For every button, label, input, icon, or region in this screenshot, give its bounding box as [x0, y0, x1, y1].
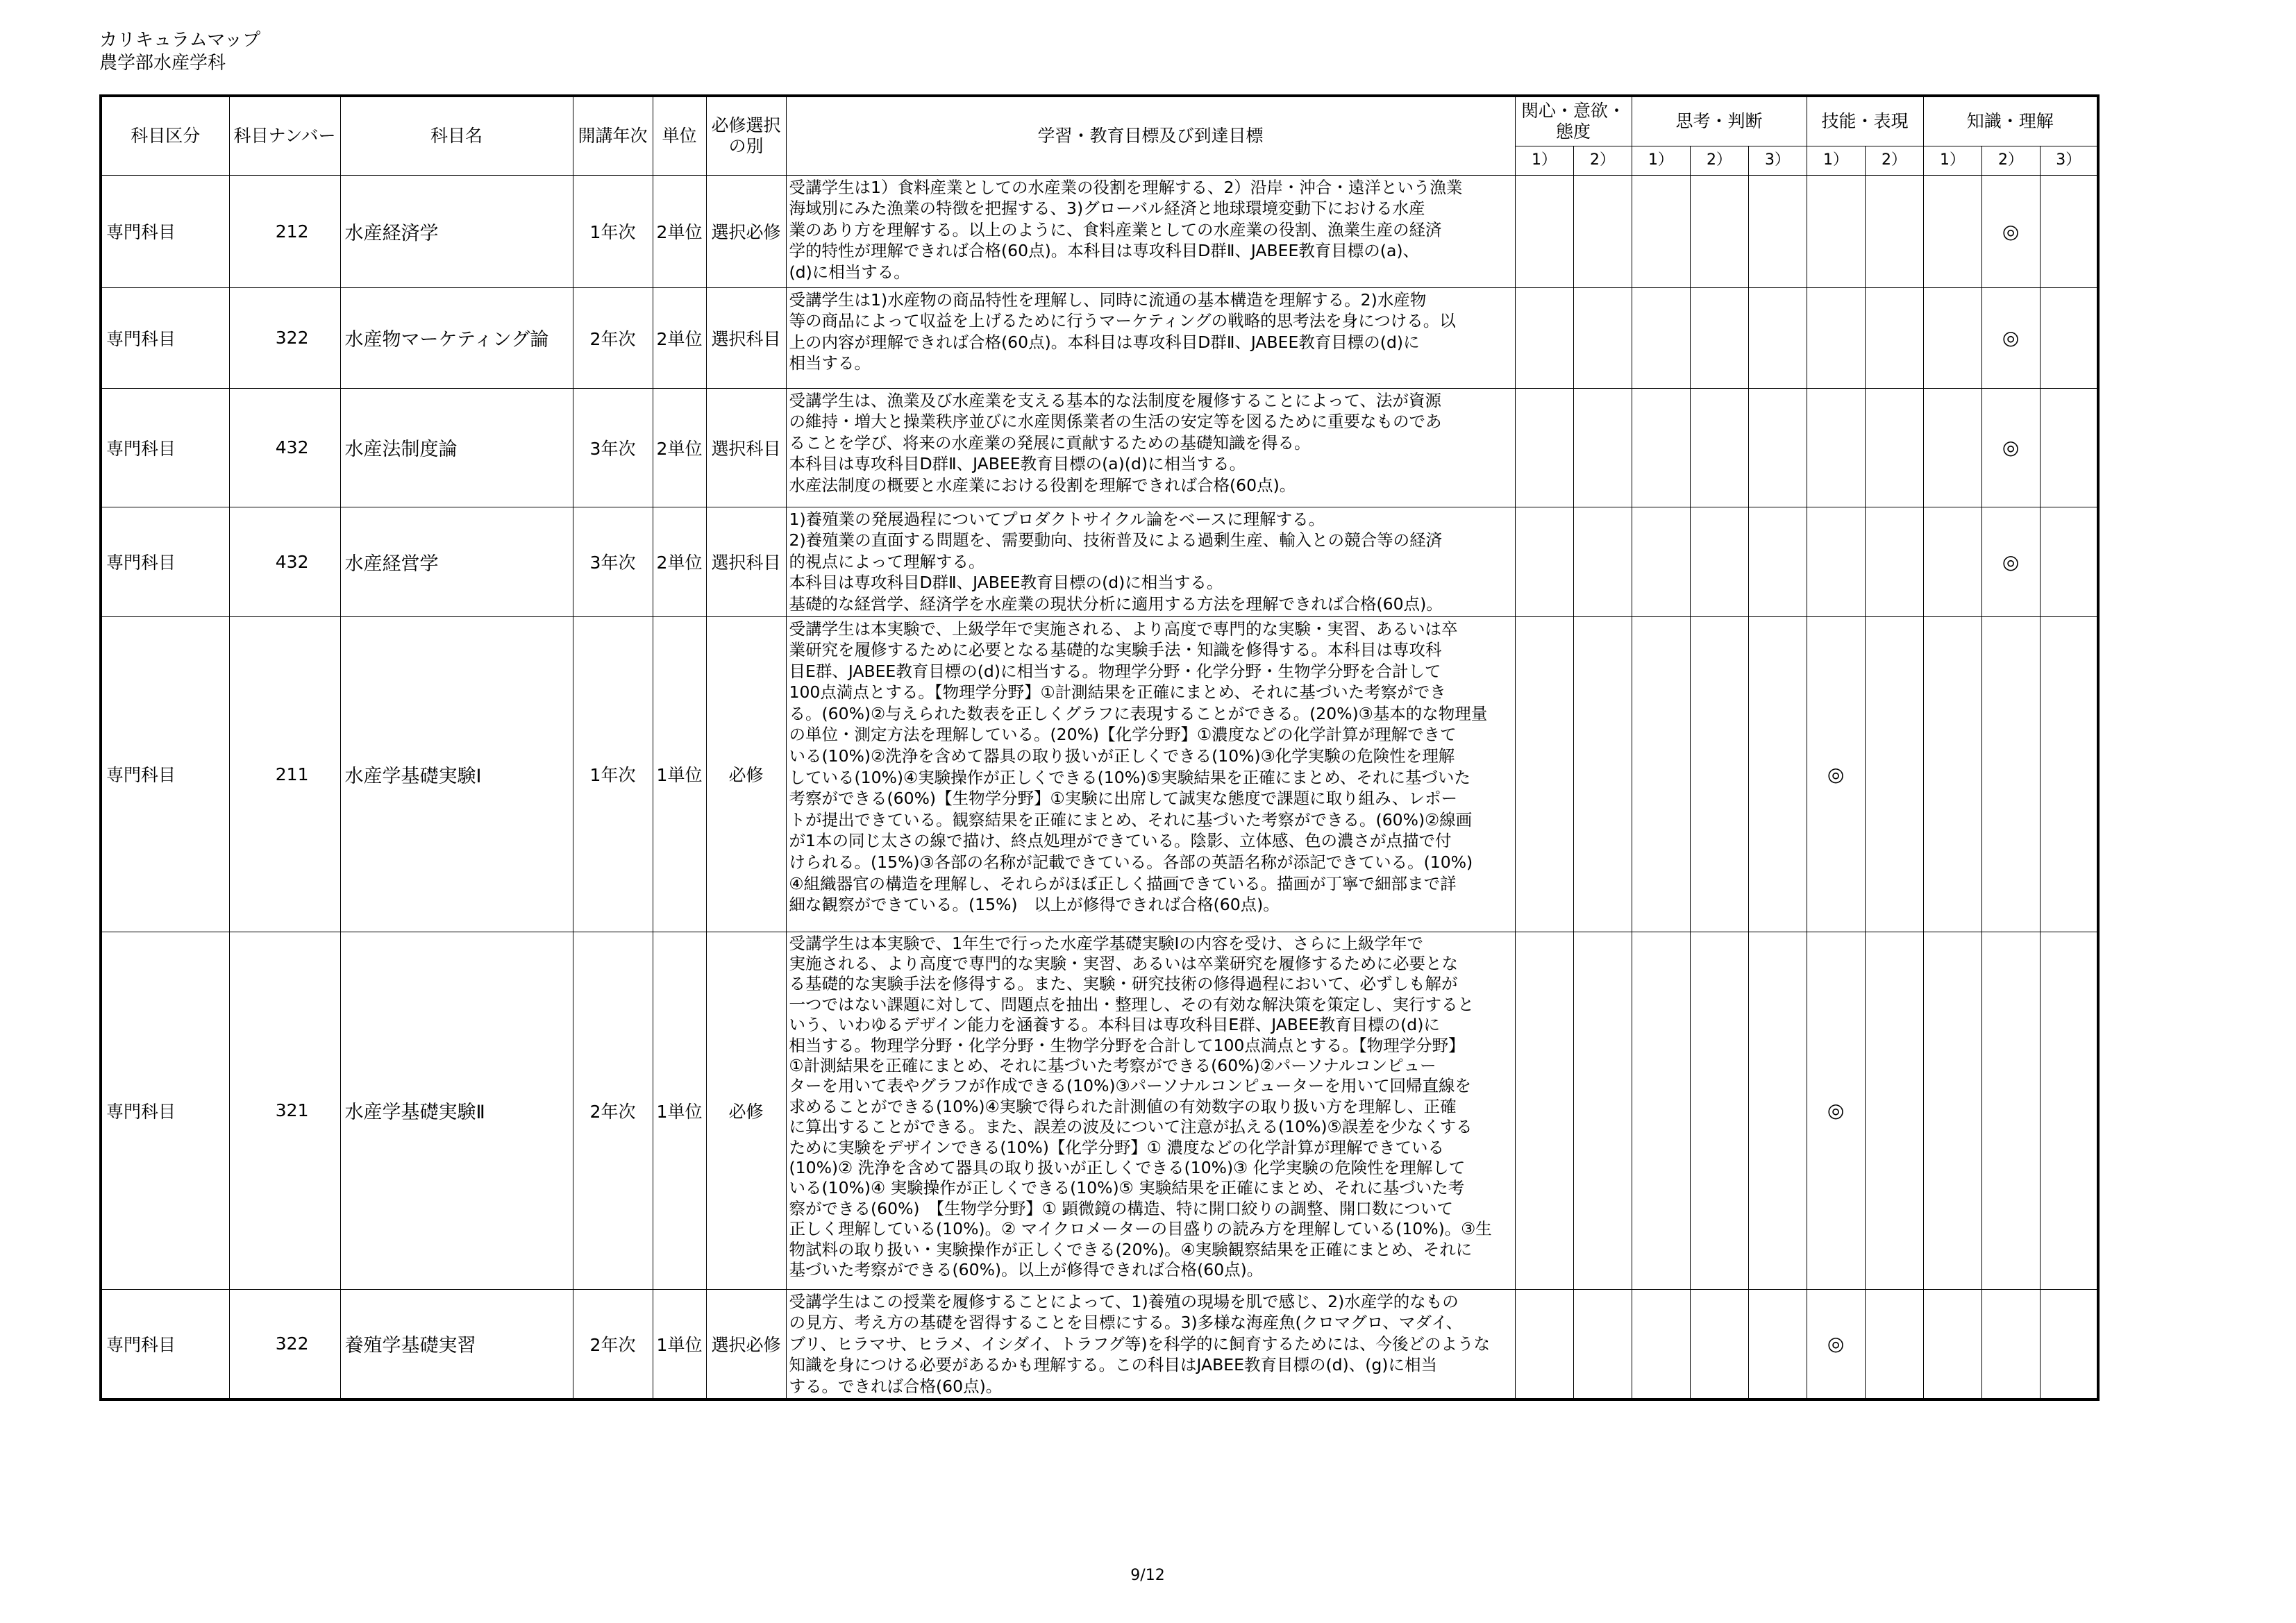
goal-line: いる(10%)②洗浄を含めて器具の取り扱いが正しくできる(10%)③化学実験の危険性を理解 [789, 746, 1455, 766]
course-name: 養殖学基礎実習 [340, 1289, 573, 1399]
goal-line: 知識を身につける必要があるかも理解する。この科目はJABEE教育目標の(d)、(g)に相当 [789, 1355, 1437, 1375]
evaluation-mark [1865, 1289, 1923, 1399]
course-year: 2年次 [573, 287, 653, 388]
course-number: 432 [229, 388, 340, 507]
header-sub: 2） [1981, 146, 2040, 175]
goal-line: が1本の同じ太さの線で描け、終点処理ができている。陰影、立体感、色の濃さが点描で付 [789, 831, 1452, 851]
goal-line: いう、いわゆるデザイン能力を涵養する。本科目は専攻科目E群、JABEE教育目標の(d)に [789, 1015, 1440, 1035]
course-year: 1年次 [573, 175, 653, 287]
evaluation-mark [1573, 388, 1632, 507]
evaluation-mark [1690, 175, 1748, 287]
header-sub: 1） [1923, 146, 1981, 175]
evaluation-mark [1923, 507, 1981, 616]
course-unit: 1単位 [653, 1289, 706, 1399]
header-sub: 2） [1573, 146, 1632, 175]
header-sub: 1） [1515, 146, 1573, 175]
header-sub: 3） [2040, 146, 2098, 175]
goal-line: 1)養殖業の発展過程についてプロダクトサイクル論をベースに理解する。 [789, 509, 1325, 529]
course-category: 専門科目 [101, 616, 229, 932]
evaluation-mark [1632, 287, 1690, 388]
goal-line: (10%)② 洗浄を含めて器具の取り扱いが正しくできる(10%)③ 化学実験の危険性を理解して [789, 1157, 1466, 1177]
course-required: 選択科目 [706, 388, 786, 507]
goal-line: る。(60%)②与えられた数表を正しくグラフに表現することができる。(20%)③基本的な物理量 [789, 703, 1488, 723]
goal-line: 本科目は専攻科目D群Ⅱ、JABEE教育目標の(d)に相当する。 [789, 573, 1223, 593]
evaluation-mark [1748, 932, 1807, 1289]
evaluation-mark [1632, 388, 1690, 507]
evaluation-mark [2040, 616, 2098, 932]
evaluation-mark [2040, 932, 2098, 1289]
goal-line: ④組織器官の構造を理解し、それらがほぼ正しく描画できている。描画が丁寧で細部まで詳 [789, 873, 1457, 893]
course-goal [786, 1289, 1515, 1399]
evaluation-mark [1748, 175, 1807, 287]
evaluation-mark [1573, 1289, 1632, 1399]
goal-line: 業のあり方を理解する。以上のように、食料産業としての水産業の役割、漁業生産の経済 [789, 219, 1442, 239]
evaluation-mark [2040, 507, 2098, 616]
department-name: 農学部水産学科 [99, 53, 226, 74]
goal-line: ることを学び、将来の水産業の発展に貢献するための基礎知識を得る。 [789, 432, 1311, 453]
goal-line: する。できれば合格(60点)。 [789, 1376, 1003, 1396]
goal-line: トが提出できている。観察結果を正確にまとめ、それに基づいた考察ができる。(60%)②線画 [789, 809, 1473, 830]
goal-line: 受講学生は1)水産物の商品特性を理解し、同時に流通の基本構造を理解する。2)水産物 [789, 289, 1427, 310]
goal-line: に算出することができる。また、誤差の波及について注意が払える(10%)⑤誤差を少なくする [789, 1117, 1473, 1137]
course-year: 1年次 [573, 616, 653, 932]
course-name: 水産経営学 [340, 507, 573, 616]
header-group-knowledge: 知識・理解 [1923, 96, 2098, 146]
course-year: 2年次 [573, 1289, 653, 1399]
evaluation-mark [1690, 388, 1748, 507]
course-required: 必修 [706, 616, 786, 932]
header-sub: 2） [1690, 146, 1748, 175]
course-name: 水産学基礎実験Ⅱ [340, 932, 573, 1289]
goal-line: 本科目は専攻科目D群Ⅱ、JABEE教育目標の(a)(d)に相当する。 [789, 454, 1246, 474]
goal-line: ブリ、ヒラマサ、ヒラメ、イシダイ、トラフグ等)を科学的に飼育するためには、今後どのような [789, 1334, 1491, 1354]
goal-line: ターを用いて表やグラフが作成できる(10%)③パーソナルコンピューターを用いて回帰直線を [789, 1076, 1472, 1096]
course-year: 3年次 [573, 507, 653, 616]
evaluation-mark [2040, 175, 2098, 287]
header-sub: 1） [1807, 146, 1865, 175]
evaluation-mark: ◎ [1807, 1289, 1865, 1399]
evaluation-mark [1632, 175, 1690, 287]
goal-line: 実施される、より高度で専門的な実験・実習、あるいは卒業研究を履修するために必要とな [789, 953, 1458, 973]
table-row [101, 388, 2098, 507]
evaluation-mark [1632, 507, 1690, 616]
header-name: 科目名 [340, 96, 573, 175]
goal-line: の見方、考え方の基礎を習得することを目標にする。3)多様な海産魚(クロマグロ、マダイ、 [789, 1313, 1463, 1333]
goal-line: 受講学生は本実験で、1年生で行った水産学基礎実験Ⅰの内容を受け、さらに上級学年で [789, 933, 1423, 953]
course-goal [786, 287, 1515, 388]
goal-line: 業研究を履修するために必要となる基礎的な実験手法・知識を修得する。本科目は専攻科 [789, 640, 1442, 660]
evaluation-mark [2040, 1289, 2098, 1399]
header-group-skill: 技能・表現 [1807, 96, 1923, 146]
evaluation-mark [1515, 175, 1573, 287]
course-category: 専門科目 [101, 1289, 229, 1399]
table-row [101, 616, 2098, 932]
evaluation-mark: ◎ [1807, 616, 1865, 932]
table-row [101, 932, 2098, 1289]
goal-line: 的視点によって理解する。 [789, 551, 985, 571]
goal-line: 一つではない課題に対して、問題点を抽出・整理し、その有効な解決策を策定し、実行すると [789, 994, 1475, 1014]
course-required: 選択必修 [706, 1289, 786, 1399]
course-unit: 2単位 [653, 175, 706, 287]
course-unit: 1単位 [653, 932, 706, 1289]
goal-line: 2)養殖業の直面する問題を、需要動向、技術普及による過剰生産、輸入との競合等の経済 [789, 530, 1443, 550]
page-header [99, 29, 260, 75]
evaluation-mark [1515, 507, 1573, 616]
evaluation-mark [1748, 388, 1807, 507]
header-group-thinking: 思考・判断 [1632, 96, 1807, 146]
table-header [101, 96, 2098, 175]
course-number: 211 [229, 616, 340, 932]
course-unit: 2単位 [653, 507, 706, 616]
course-category: 専門科目 [101, 175, 229, 287]
evaluation-mark [1981, 932, 2040, 1289]
goal-line: る基礎的な実験手法を修得する。また、実験・研究技術の修得過程において、必ずしも解が [789, 974, 1458, 994]
goal-line: 基礎的な経営学、経済学を水産業の現状分析に適用する方法を理解できれば合格(60点)。 [789, 594, 1443, 614]
course-category: 専門科目 [101, 507, 229, 616]
course-year: 3年次 [573, 388, 653, 507]
evaluation-mark [1807, 507, 1865, 616]
goal-line: いる(10%)④ 実験操作が正しくできる(10%)⑤ 実験結果を正確にまとめ、それに基づいた考 [789, 1178, 1465, 1198]
course-required: 選択科目 [706, 287, 786, 388]
evaluation-mark [1923, 932, 1981, 1289]
course-goal [786, 175, 1515, 287]
goal-line: 目E群、JABEE教育目標の(d)に相当する。物理学分野・化学分野・生物学分野を合計して [789, 661, 1441, 681]
table-row [101, 507, 2098, 616]
evaluation-mark [1515, 932, 1573, 1289]
evaluation-mark [1690, 932, 1748, 1289]
evaluation-mark [1923, 616, 1981, 932]
evaluation-mark [1748, 616, 1807, 932]
evaluation-mark [1748, 507, 1807, 616]
course-name: 水産学基礎実験Ⅰ [340, 616, 573, 932]
table-row [101, 175, 2098, 287]
header-sub: 3） [1748, 146, 1807, 175]
evaluation-mark [1923, 388, 1981, 507]
course-number: 322 [229, 1289, 340, 1399]
header-category: 科目区分 [101, 96, 229, 175]
evaluation-mark [1515, 1289, 1573, 1399]
course-number: 322 [229, 287, 340, 388]
page-number: 9/12 [1130, 1567, 1165, 1584]
goal-line: 基づいた考察ができる(60%)。以上が修得できれば合格(60点)。 [789, 1260, 1264, 1279]
course-required: 必修 [706, 932, 786, 1289]
evaluation-mark [1865, 175, 1923, 287]
course-required: 選択必修 [706, 175, 786, 287]
goal-line: けられる。(15%)③各部の名称が記載できている。各部の英語名称が添記できている。(10%) [789, 852, 1473, 873]
evaluation-mark [1515, 616, 1573, 932]
evaluation-mark [1748, 287, 1807, 388]
evaluation-mark [1923, 287, 1981, 388]
table-row [101, 1289, 2098, 1399]
header-unit: 単位 [653, 96, 706, 175]
evaluation-mark: ◎ [1981, 287, 2040, 388]
goal-line: 相当する。物理学分野・化学分野・生物学分野を合計して100点満点とする。【物理学分野】 [789, 1035, 1465, 1055]
evaluation-mark [1923, 175, 1981, 287]
goal-line: している(10%)④実験操作が正しくできる(10%)⑤実験結果を正確にまとめ、それに基づいた [789, 767, 1470, 787]
course-number: 432 [229, 507, 340, 616]
evaluation-mark [1573, 287, 1632, 388]
evaluation-mark [1807, 388, 1865, 507]
course-goal [786, 616, 1515, 932]
course-unit: 2単位 [653, 287, 706, 388]
header-number: 科目ナンバー [229, 96, 340, 175]
header-required: 必修選択の別 [706, 96, 786, 175]
course-goal [786, 507, 1515, 616]
course-name: 水産物マーケティング論 [340, 287, 573, 388]
evaluation-mark [1632, 616, 1690, 932]
course-goal [786, 932, 1515, 1289]
evaluation-mark [1573, 616, 1632, 932]
course-category: 専門科目 [101, 287, 229, 388]
evaluation-mark: ◎ [1807, 932, 1865, 1289]
course-required: 選択科目 [706, 507, 786, 616]
goal-line: 等の商品によって収益を上げるために行うマーケティングの戦略的思考法を身につける。以 [789, 311, 1456, 331]
evaluation-mark [1865, 287, 1923, 388]
goal-line: (d)に相当する。 [789, 262, 910, 282]
goal-line: 受講学生は1）食料産業としての水産業の役割を理解する、2）沿岸・沖合・遠洋という漁業 [789, 177, 1463, 197]
evaluation-mark [1690, 507, 1748, 616]
curriculum-table [99, 94, 2100, 1401]
evaluation-mark [1573, 175, 1632, 287]
goal-line: 受講学生はこの授業を履修することによって、1)養殖の現場を肌で感じ、2)水産学的なもの [789, 1291, 1459, 1311]
evaluation-mark: ◎ [1981, 388, 2040, 507]
evaluation-mark [1865, 388, 1923, 507]
evaluation-mark: ◎ [1981, 507, 2040, 616]
course-unit: 2単位 [653, 388, 706, 507]
evaluation-mark [1807, 175, 1865, 287]
goal-line: 正しく理解している(10%)。② マイクロメーターの目盛りの読み方を理解している(10%)。③生 [789, 1219, 1492, 1239]
evaluation-mark [1981, 1289, 2040, 1399]
goal-line: ために実験をデザインできる(10%)【化学分野】① 濃度などの化学計算が理解できている [789, 1137, 1444, 1157]
course-number: 212 [229, 175, 340, 287]
evaluation-mark [1865, 616, 1923, 932]
evaluation-mark [1515, 287, 1573, 388]
goal-line: 受講学生は、漁業及び水産業を支える基本的な法制度を履修することによって、法が資源 [789, 390, 1442, 410]
goal-line: 察ができる(60%) 【生物学分野】① 顕微鏡の構造、特に開口絞りの調整、開口数について [789, 1198, 1453, 1218]
goal-line: 受講学生は本実験で、上級学年で実施される、より高度で専門的な実験・実習、あるいは卒 [789, 619, 1458, 639]
evaluation-mark [1865, 932, 1923, 1289]
evaluation-mark [1690, 1289, 1748, 1399]
goal-line: の単位・測定方法を理解している。(20%)【化学分野】①濃度などの化学計算が理解できて [789, 725, 1457, 745]
evaluation-mark [1981, 616, 2040, 932]
evaluation-mark [2040, 388, 2098, 507]
course-number: 321 [229, 932, 340, 1289]
evaluation-mark [1573, 507, 1632, 616]
evaluation-mark [1632, 1289, 1690, 1399]
course-category: 専門科目 [101, 932, 229, 1289]
goal-line: 水産法制度の概要と水産業における役割を理解できれば合格(60点)。 [789, 475, 1296, 495]
table-row [101, 287, 2098, 388]
goal-line: ①計測結果を正確にまとめ、それに基づいた考察ができる(60%)②パーソナルコンピュー [789, 1055, 1436, 1075]
page-title: カリキュラムマップ [99, 30, 261, 51]
goal-line: 相当する。 [789, 353, 871, 373]
evaluation-mark [1748, 1289, 1807, 1399]
course-category: 専門科目 [101, 388, 229, 507]
goal-line: 考察ができる(60%)【生物学分野】①実験に出席して誠実な態度で課題に取り組み、レポー [789, 789, 1458, 809]
table-body [101, 175, 2098, 1399]
course-name: 水産法制度論 [340, 388, 573, 507]
evaluation-mark [1923, 1289, 1981, 1399]
goal-line: 海域別にみた漁業の特徴を把握する、3)グローバル経済と地球環境変動下における水産 [789, 199, 1425, 219]
evaluation-mark [1632, 932, 1690, 1289]
evaluation-mark [1865, 507, 1923, 616]
evaluation-mark [1515, 388, 1573, 507]
goal-line: 学的特性が理解できれば合格(60点)。本科目は専攻科目D群Ⅱ、JABEE教育目標の(a)、 [789, 241, 1420, 261]
evaluation-mark [1690, 616, 1748, 932]
goal-line: 上の内容が理解できれば合格(60点)。本科目は専攻科目D群Ⅱ、JABEE教育目標の(d)に [789, 332, 1420, 352]
course-name: 水産経済学 [340, 175, 573, 287]
goal-line: 100点満点とする。【物理学分野】①計測結果を正確にまとめ、それに基づいた考察ができ [789, 682, 1446, 703]
evaluation-mark [2040, 287, 2098, 388]
evaluation-mark [1573, 932, 1632, 1289]
header-goal: 学習・教育目標及び到達目標 [786, 96, 1515, 175]
evaluation-mark: ◎ [1981, 175, 2040, 287]
goal-line: 物試料の取り扱い・実験操作が正しくできる(20%)。④実験観察結果を正確にまとめ、それに [789, 1239, 1473, 1259]
header-group-interest: 関心・意欲・態度 [1515, 96, 1632, 146]
header-sub: 1） [1632, 146, 1690, 175]
goal-line: 求めることができる(10%)④実験で得られた計測値の有効数字の取り扱い方を理解し、正確 [789, 1096, 1457, 1116]
header-year: 開講年次 [573, 96, 653, 175]
course-goal [786, 388, 1515, 507]
goal-line: 細な観察ができている。(15%) 以上が修得できれば合格(60点)。 [789, 895, 1280, 915]
header-sub: 2） [1865, 146, 1923, 175]
evaluation-mark [1807, 287, 1865, 388]
evaluation-mark [1690, 287, 1748, 388]
course-year: 2年次 [573, 932, 653, 1289]
goal-line: の維持・増大と操業秩序並びに水産関係業者の生活の安定等を図るために重要なものであ [789, 412, 1442, 432]
course-unit: 1単位 [653, 616, 706, 932]
